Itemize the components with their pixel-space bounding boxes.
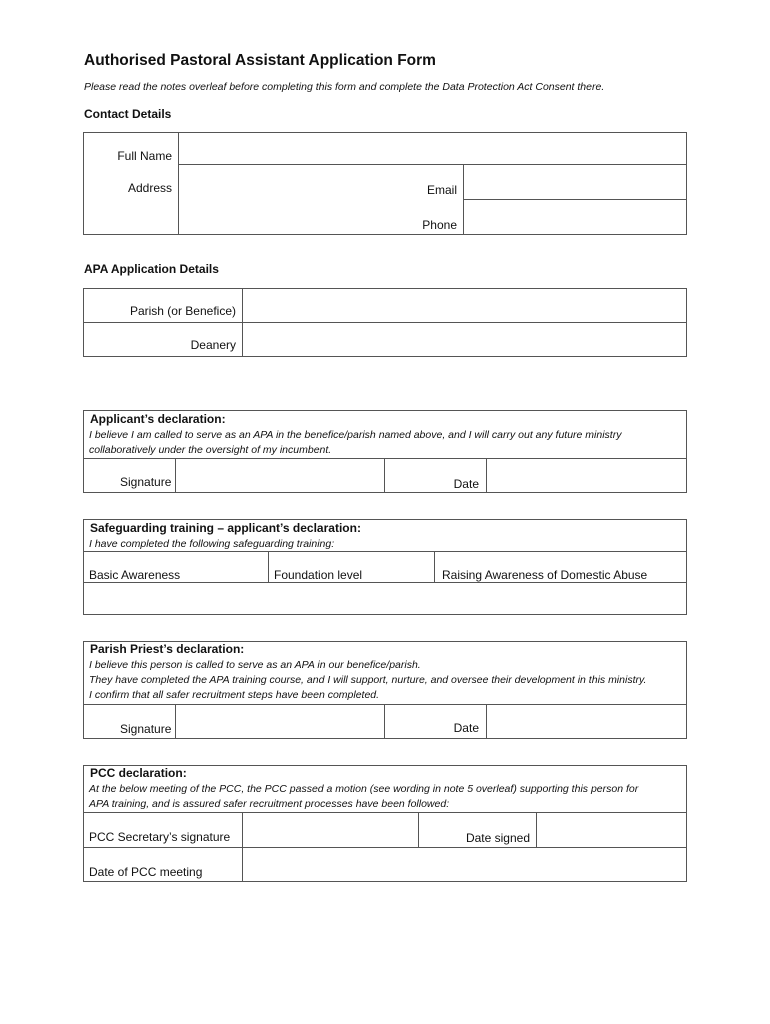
pcc-secretary-signature-label: PCC Secretary’s signature — [89, 830, 231, 844]
pcc-declaration-heading: PCC declaration: — [90, 766, 187, 780]
foundation-level-label: Foundation level — [274, 568, 363, 582]
email-field[interactable] — [465, 166, 685, 198]
address-label: Address — [127, 181, 172, 195]
divider — [384, 458, 385, 493]
priest-date-label: Date — [453, 721, 479, 735]
priest-declaration-text: They have completed the APA training course, and I will support, nurture, and oversee their development in this ministry. — [89, 674, 647, 686]
divider — [536, 812, 537, 847]
priest-signature-field[interactable] — [177, 706, 382, 737]
applicant-date-field[interactable] — [488, 460, 685, 491]
divider — [83, 847, 687, 848]
priest-declaration-text: I confirm that all safer recruitment steps have been completed. — [89, 689, 380, 701]
safeguarding-heading: Safeguarding training – applicant’s declaration: — [90, 521, 361, 535]
pcc-date-signed-label: Date signed — [465, 831, 530, 845]
divider — [178, 132, 179, 235]
priest-date-field[interactable] — [488, 706, 685, 737]
divider — [384, 704, 385, 739]
priest-signature-label: Signature — [120, 722, 172, 736]
contact-details-heading: Contact Details — [84, 107, 172, 121]
parish-field[interactable] — [244, 290, 685, 321]
pcc-meeting-date-field[interactable] — [244, 849, 685, 880]
pcc-secretary-signature-field[interactable] — [244, 814, 416, 846]
applicant-declaration-heading: Applicant’s declaration: — [90, 412, 226, 426]
apa-details-heading: APA Application Details — [84, 262, 219, 276]
form-title: Authorised Pastoral Assistant Application Form — [84, 52, 436, 69]
divider — [175, 458, 176, 493]
domestic-abuse-awareness-label: Raising Awareness of Domestic Abuse — [442, 568, 648, 582]
deanery-field[interactable] — [244, 324, 685, 355]
applicant-declaration-text: collaboratively under the oversight of my incumbent. — [89, 444, 332, 456]
divider — [268, 551, 269, 582]
divider — [83, 582, 687, 583]
divider — [463, 199, 687, 200]
divider — [83, 812, 687, 813]
divider — [434, 551, 435, 582]
phone-field[interactable] — [465, 201, 685, 233]
applicant-signature-label: Signature — [120, 475, 172, 489]
divider — [242, 812, 243, 882]
applicant-signature-field[interactable] — [177, 460, 382, 491]
safeguarding-text: I have completed the following safeguarding training: — [89, 538, 335, 550]
foundation-level-field[interactable] — [270, 584, 432, 613]
deanery-label: Deanery — [190, 338, 236, 352]
divider — [83, 704, 687, 705]
phone-label: Phone — [422, 218, 457, 232]
divider — [83, 322, 687, 323]
full-name-label: Full Name — [117, 149, 172, 163]
form-intro: Please read the notes overleaf before completing this form and complete the Data Protection Act Consent there. — [84, 81, 605, 93]
applicant-date-label: Date — [453, 477, 479, 491]
basic-awareness-label: Basic Awareness — [89, 568, 181, 582]
divider — [83, 458, 687, 459]
pcc-meeting-date-label: Date of PCC meeting — [89, 865, 203, 879]
priest-declaration-text: I believe this person is called to serve as an APA in our benefice/parish. — [89, 659, 421, 671]
pcc-declaration-text: APA training, and is assured safer recruitment processes have been followed: — [89, 798, 450, 810]
pcc-declaration-text: At the below meeting of the PCC, the PCC passed a motion (see wording in note 5 overleaf) supporting this person for — [89, 783, 639, 795]
full-name-field[interactable] — [180, 134, 685, 163]
priest-declaration-heading: Parish Priest’s declaration: — [90, 642, 245, 656]
divider — [175, 704, 176, 739]
pcc-date-signed-field[interactable] — [538, 814, 685, 846]
divider — [178, 164, 687, 165]
divider — [486, 704, 487, 739]
applicant-declaration-text: I believe I am called to serve as an APA in the benefice/parish named above, and I will carry out any future ministry — [89, 429, 622, 441]
domestic-abuse-awareness-field[interactable] — [436, 584, 685, 613]
email-label: Email — [426, 183, 457, 197]
divider — [418, 812, 419, 847]
divider — [486, 458, 487, 493]
parish-label: Parish (or Benefice) — [129, 304, 236, 318]
basic-awareness-field[interactable] — [85, 584, 266, 613]
divider — [83, 551, 687, 552]
address-field[interactable] — [180, 166, 460, 233]
